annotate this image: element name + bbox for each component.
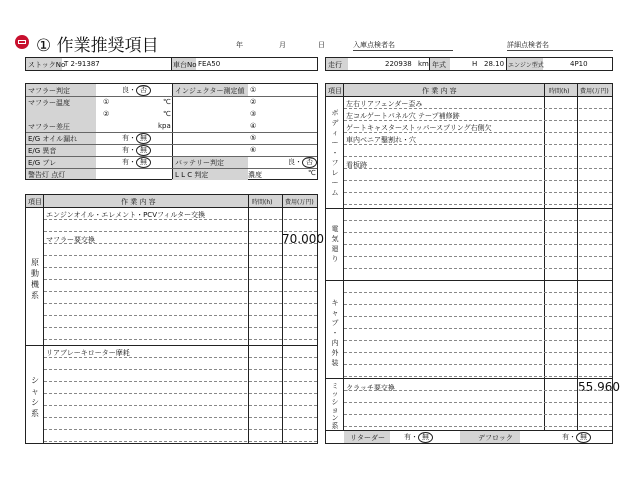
injector-label: インジェクター測定値 [175,87,245,95]
muffler-temp-label: マフラー温度 [28,99,70,107]
vibration-result[interactable]: 有・ 無 [122,157,151,168]
ruled-line [344,180,612,181]
stock-value: T 2-91387 [64,60,100,68]
vehicle-info-row [25,57,318,71]
chassis-section-label: シ ャ シ 系 [31,376,39,418]
ruled-line [344,304,612,305]
oil-leak-label: E/G オイル漏れ [28,135,78,143]
ruled-line [344,132,612,133]
ruled-line [44,315,317,316]
model-year-era: H [472,60,478,68]
stock-label: ストックNo [26,58,62,70]
retarder-result[interactable]: 有・ 無 [404,432,433,443]
ruled-line [344,144,612,145]
body-section-label: ボ デ ィ ー ・ フ レ ー ム [331,109,339,197]
engine-cost-value: 70.000 [282,232,324,246]
body-work-row[interactable]: 看板跡 [346,161,367,169]
warning-lamp-label: 警告灯 点灯 [28,171,66,179]
electrical-section-label: 電 気 廻 り [331,225,339,263]
vehicle-spec-row [325,57,613,71]
ruled-line [44,429,317,430]
noise-label: E/G 異音 [28,147,57,155]
ruled-line [344,340,612,341]
muffler-diff-label: マフラー差圧 [28,123,70,131]
ruled-line [344,390,612,391]
model-year-value: 28.10 [484,60,505,68]
retarder-label: リターダー [350,434,385,442]
ruled-line [44,279,317,280]
day-label: 日 [318,41,325,49]
receiver-inspector-field[interactable] [353,40,453,51]
chassis-value: FEA50 [198,60,221,68]
ruled-line [44,267,317,268]
mission-cost-value: 55.960 [578,380,620,394]
model-year-label: 年式 [430,58,450,70]
ruled-line [344,316,612,317]
cab-section-label: キ ャ ブ ・ 内 外 装 [331,299,339,367]
ruled-line [344,352,612,353]
body-work-row[interactable]: 左コルゲートパネル穴 テープ補修跡 [346,112,460,120]
noise-result[interactable]: 有・ 無 [122,145,151,156]
mission-section-label: ミ ッ シ ョ ン 系 [331,382,339,430]
ruled-line [44,219,317,220]
year-label: 年 [236,41,243,49]
ruled-line [344,292,612,293]
mission-work-row[interactable]: クラッチ要交換 [346,384,395,392]
battery-result[interactable]: 良・ 否 [288,157,317,168]
engine-type-label: エンジン型式 [507,58,543,70]
ruled-line [344,364,612,365]
ruled-line [344,268,612,269]
ruled-line [44,357,317,358]
difflock-label: デフロック [478,434,513,442]
detail-inspector-label: 詳細点検者名 [507,41,549,49]
engine-type-value: 4P10 [570,60,588,68]
ruled-line [44,231,317,232]
ruled-line [44,243,317,244]
ruled-line [44,381,317,382]
ruled-line [344,256,612,257]
detail-inspector-field[interactable] [507,40,613,51]
ruled-line [344,204,612,205]
vibration-label: E/G ブレ [28,159,57,167]
ruled-line [44,291,317,292]
llc-concentration-label: 濃度 [248,171,262,179]
body-work-row[interactable]: 車内ベニア鑿割れ・穴 [346,136,416,144]
receiver-inspector-label: 入庫点検者名 [353,41,395,49]
ruled-line [344,232,612,233]
ruled-line [344,328,612,329]
month-label: 月 [279,41,286,49]
inspection-panel: マフラー判定 良・ 否 マフラー温度 ① ℃ ② ℃ マフラー差圧 kpa E/G オイル漏れ 有・ 無 E/G 異音 有・ 無 E/G ブレ 有・ 無 警告灯 点灯 インジェクター測定値 ① ② ③ ④ ⑤ ⑥ バッテリー判定 良・ 否 L L C 判定 濃度 ℃ [25,83,318,180]
ruled-line [44,303,317,304]
muffler-judge-label: マフラー判定 [28,87,70,95]
mileage-label: 走行 [326,58,348,70]
ruled-line [344,376,612,377]
llc-label: L L C 判定 [175,171,209,179]
chassis-work-row[interactable]: リアブレーキローター摩耗 [46,349,130,357]
engine-section-label: 原 動 機 系 [31,258,39,300]
page-title: ① 作業推奨項目 [36,36,159,56]
ruled-line [44,441,317,442]
engine-work-row[interactable]: エンジンオイル・エレメント・PCVフィルター交換 [46,211,206,219]
ruled-line [44,417,317,418]
ruled-line [344,156,612,157]
engine-work-row[interactable]: マフラー要交換 [46,236,95,244]
company-logo-icon [14,34,30,50]
right-work-table: 項目 作 業 内 容 時間(h) 費用(万円) ボ デ ィ ー ・ フ レ ー ム 電 気 廻 り キ ャ ブ ・ 内 外 装 ミ ッ シ ョ ン 系 左右リアフェンダー歪み 左コルゲートパネル穴 テープ補修跡 ゲートキャスターストッパースプリング右側欠 車内ベニア鑿割れ・穴 看板跡 クラッチ要交換 55.960 リターダー 有・ 無 デフロック 有・ 無 [325,83,613,444]
ruled-line [344,414,612,415]
chassis-label: 車台No [172,58,196,70]
mileage-value: 220938 [385,60,412,68]
ruled-line [44,339,317,340]
body-work-row[interactable]: ゲートキャスターストッパースプリング右側欠 [346,124,492,132]
left-work-table: 項目 作 業 内 容 時間(h) 費用(万円) 原 動 機 系 シ ャ シ 系 エンジンオイル・エレメント・PCVフィルター交換 マフラー要交換 70.000 リアブレーキローター摩耗 [25,194,318,444]
ruled-line [44,405,317,406]
ruled-line [344,402,612,403]
ruled-line [344,192,612,193]
ruled-line [44,327,317,328]
battery-label: バッテリー判定 [175,159,224,167]
ruled-line [344,426,612,427]
mileage-unit: km [418,60,429,68]
muffler-judge-result[interactable]: 良・ 否 [122,85,151,96]
ruled-line [344,168,612,169]
ruled-line [44,393,317,394]
ruled-line [344,244,612,245]
ruled-line [344,120,612,121]
oil-leak-result[interactable]: 有・ 無 [122,133,151,144]
ruled-line [344,108,612,109]
difflock-result[interactable]: 有・ 無 [562,432,591,443]
ruled-line [44,369,317,370]
ruled-line [44,255,317,256]
body-work-row[interactable]: 左右リアフェンダー歪み [346,100,423,108]
ruled-line [344,220,612,221]
